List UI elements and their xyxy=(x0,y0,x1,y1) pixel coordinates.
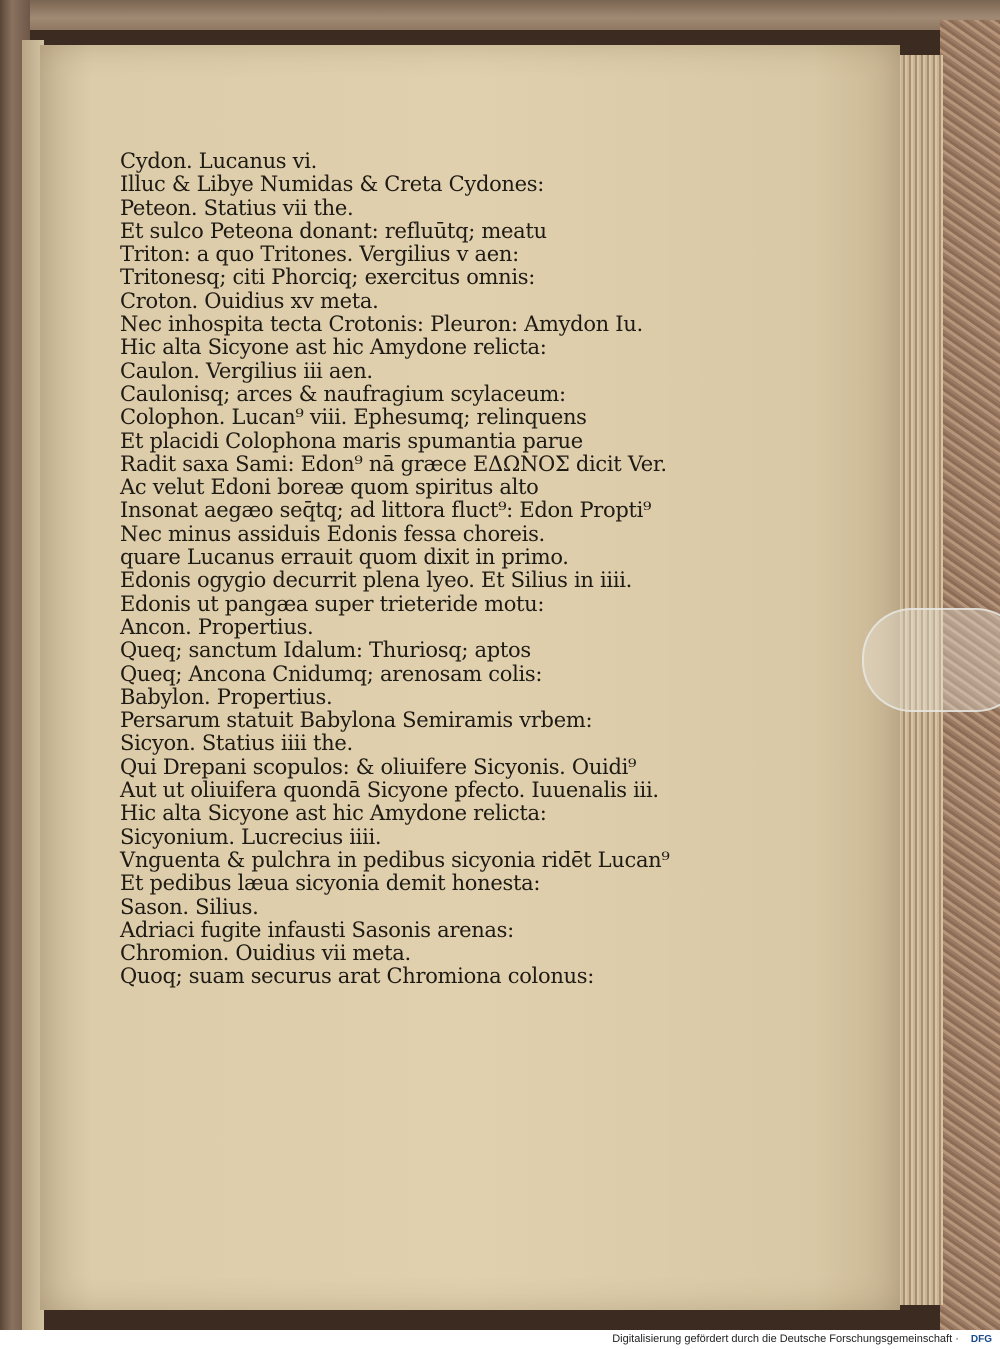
text-line: Aut ut oliuifera quondā Sicyone pfecto. Iuuenalis iii. xyxy=(120,778,659,803)
printed-text-block xyxy=(120,150,700,989)
text-line: Nec minus assiduis Edonis fessa choreis. xyxy=(120,521,545,546)
book-cover-top xyxy=(0,0,1000,30)
text-line: Croton. Ouidius xv meta. xyxy=(120,288,379,313)
text-line: Insonat aegæo seq̄tq; ad littora fluct⁹: Edon Propti⁹ xyxy=(120,498,652,523)
credit-text: Digitalisierung gefördert durch die Deutsche Forschungsgemeinschaft · xyxy=(612,1333,959,1345)
text-line: Cydon. Lucanus vi. xyxy=(120,149,318,173)
text-line: Caulonisq; arces & naufragium scylaceum: xyxy=(120,381,566,406)
text-line: Et placidi Colophona maris spumantia parue xyxy=(120,428,583,453)
digitization-credit xyxy=(0,1330,1000,1349)
text-line: Colophon. Lucan⁹ viii. Ephesumq; relinquens xyxy=(120,405,587,430)
text-line: Triton: a quo Tritones. Vergilius v aen: xyxy=(120,242,519,267)
text-line: Persarum statuit Babylona Semiramis vrbem: xyxy=(120,708,593,733)
text-line: Illuc & Libye Numidas & Creta Cydones: xyxy=(120,172,545,197)
text-line: Et pedibus læua sicyonia demit honesta: xyxy=(120,871,541,896)
text-line: Edonis ogygio decurrit plena lyeo. Et Silius in iiii. xyxy=(120,568,633,593)
text-line: Vnguenta & pulchra in pedibus sicyonia ridēt Lucan⁹ xyxy=(120,847,670,872)
text-line: Hic alta Sicyone ast hic Amydone relicta: xyxy=(120,801,547,826)
text-line: Babylon. Propertius. xyxy=(120,684,333,709)
text-line: Sason. Silius. xyxy=(120,894,259,919)
text-line: Hic alta Sicyone ast hic Amydone relicta: xyxy=(120,335,547,360)
text-line: Radit saxa Sami: Edon⁹ nā græce ΕΔΩΝΟΣ dicit Ver. xyxy=(120,451,667,476)
text-line: Edonis ut pangæa super trieteride motu: xyxy=(120,591,545,616)
text-line: Sicyonium. Lucrecius iiii. xyxy=(120,824,382,849)
text-line: quare Lucanus errauit quom dixit in primo. xyxy=(120,545,569,570)
text-line: Et sulco Peteona donant: refluūtq; meatu xyxy=(120,218,547,243)
text-line: Sicyon. Statius iiii the. xyxy=(120,731,353,756)
text-line: Queq; sanctum Idalum: Thuriosq; aptos xyxy=(120,638,531,663)
text-line: Caulon. Vergilius iii aen. xyxy=(120,358,373,383)
text-line: Nec inhospita tecta Crotonis: Pleuron: Amydon Iu. xyxy=(120,312,643,337)
page-marker-tab xyxy=(862,608,1000,712)
text-line: Ac velut Edoni boreæ quom spiritus alto xyxy=(120,475,539,500)
text-line: Peteon. Statius vii the. xyxy=(120,195,354,220)
text-line: Adriaci fugite infausti Sasonis arenas: xyxy=(120,917,514,942)
text-line: Quoq; suam securus arat Chromiona colonus: xyxy=(120,964,595,989)
text-line: Tritonesq; citi Phorciq; exercitus omnis: xyxy=(120,265,536,290)
text-line: Qui Drepani scopulos: & oliuifere Sicyonis. Ouidi⁹ xyxy=(120,754,637,779)
dfg-logo: DFG xyxy=(970,1334,992,1345)
text-line: Ancon. Propertius. xyxy=(120,614,314,639)
text-line: Chromion. Ouidius vii meta. xyxy=(120,941,411,966)
text-line: Queq; Ancona Cnidumq; arenosam colis: xyxy=(120,661,543,686)
